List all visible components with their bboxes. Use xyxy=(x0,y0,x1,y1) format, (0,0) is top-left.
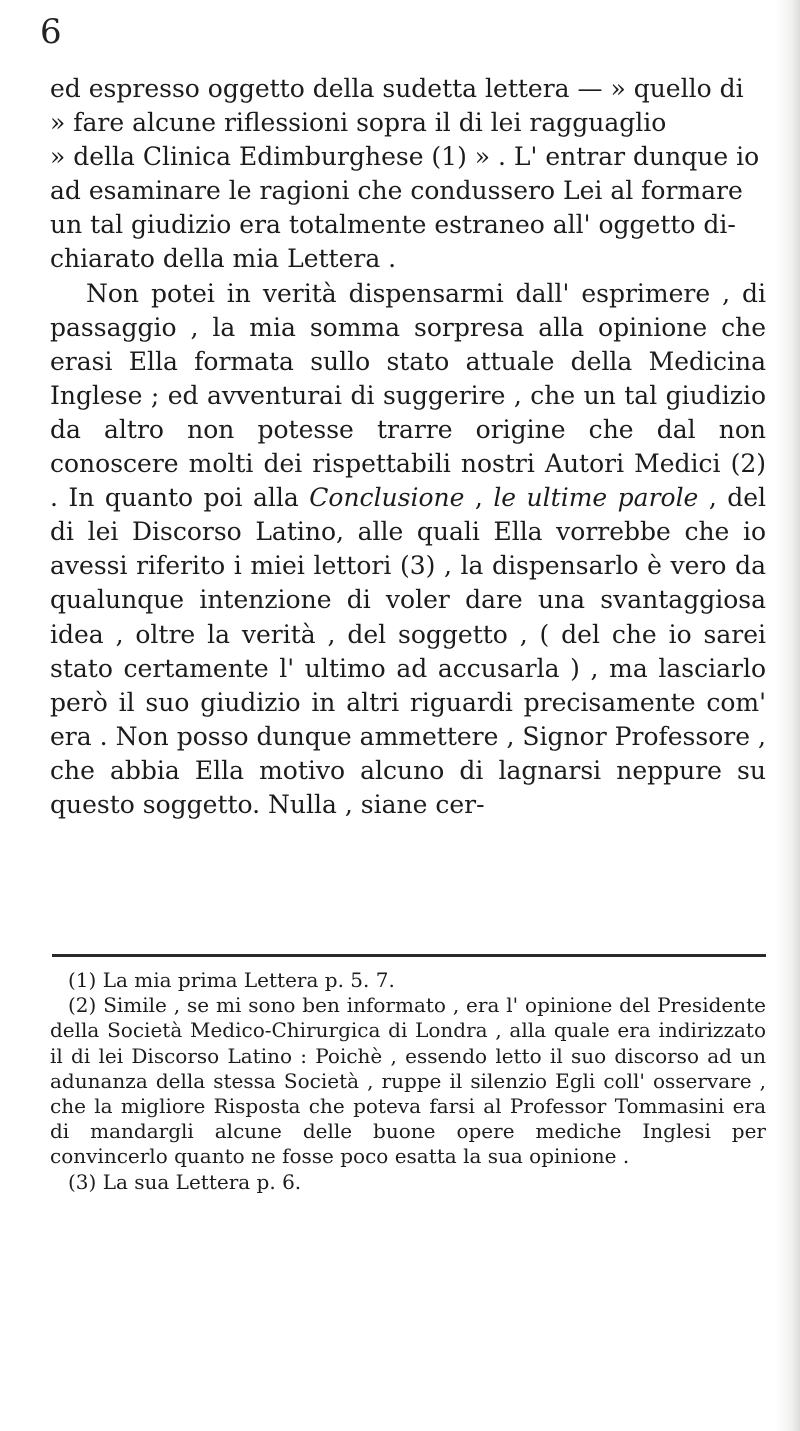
footnote-divider xyxy=(52,954,766,957)
paragraph-2-part-b: , xyxy=(464,483,494,513)
page-number: 6 xyxy=(40,12,62,52)
page-edge-shadow xyxy=(790,0,800,1431)
conclusione-italic: Conclusione xyxy=(309,483,465,513)
text-line: un tal giudizio era totalmente estraneo all' oggetto di- xyxy=(50,210,736,240)
main-text xyxy=(50,72,766,822)
paragraph-2 xyxy=(50,277,766,823)
footnote-2: (2) Simile , se mi sono ben informato , era l' opinione del Presidente della Società Medico-Chirurgica di Londra , alla quale era indirizzato il di lei Discorso Latino : Poichè , essendo letto il suo discorso ad un adunanza della stessa Società , ruppe il silenzio Egli coll' osservare , che la migliore Risposta che poteva farsi al Professor Tommasini era di mandargli alcune delle buone opere mediche Inglesi per convincerlo quanto ne fosse poco esatta la sua opinione . xyxy=(50,993,766,1169)
footnotes xyxy=(50,968,766,1195)
text-line: ad esaminare le ragioni che condussero Lei al formare xyxy=(50,176,743,206)
paragraph-2-part-c: , del di lei Discorso Latino, alle quali Ella vorrebbe che io avessi riferito i miei lettori (3) , la dispensarlo è vero da qualunque intenzione di voler dare una svantaggiosa idea , oltre la verità , del soggetto , ( del che io sarei stato certamente l' ultimo ad accusarla ) , ma lasciarlo però il suo giudizio in altri riguardi precisamente com' era . Non posso dunque ammettere , Signor Professore , che abbia Ella motivo alcuno di lagnarsi neppure su questo soggetto. Nulla , siane cer- xyxy=(50,483,767,819)
footnote-1: (1) La mia prima Lettera p. 5. 7. xyxy=(68,968,395,992)
ultime-parole-italic: le ultime parole xyxy=(493,483,699,513)
text-line: ed espresso oggetto della sudetta lettera — » quello di xyxy=(50,74,744,103)
text-line: chiarato della mia Lettera . xyxy=(50,244,397,274)
paragraph-1 xyxy=(50,72,766,277)
text-line: » fare alcune riflessioni sopra il di lei ragguaglio xyxy=(50,108,667,138)
text-line: » della Clinica Edimburghese (1) » . L' entrar dunque io xyxy=(50,142,760,172)
footnote-3: (3) La sua Lettera p. 6. xyxy=(68,1169,302,1194)
paragraph-2-part-a: Non potei in verità dispensarmi dall' esprimere , di passaggio , la mia somma sorpresa alla opinione che erasi Ella formata sullo stato attuale della Medicina Inglese ; ed avventurai di suggerire , che un tal giudizio da altro non potesse trarre origine che dal non conoscere molti dei rispettabili nostri Autori Medici (2) . In quanto poi alla xyxy=(50,278,766,513)
